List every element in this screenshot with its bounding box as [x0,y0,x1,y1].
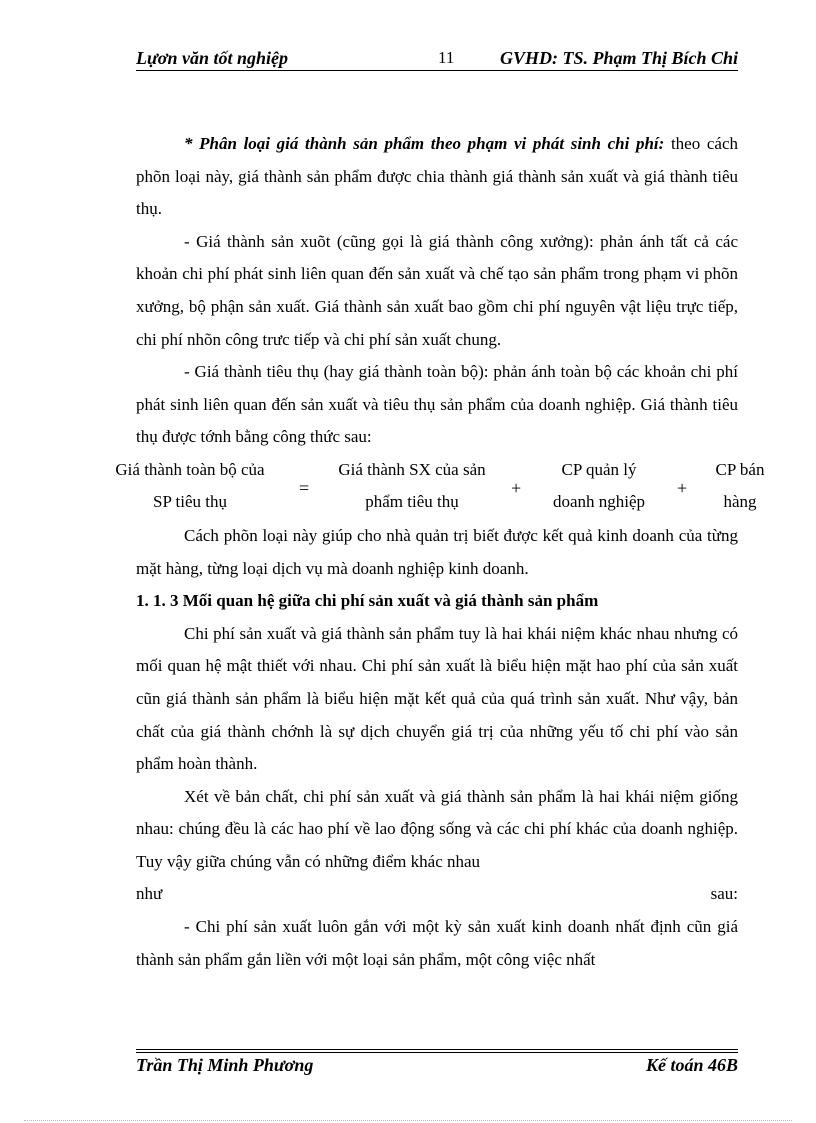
formula-term-production-line2: phẩm tiêu thụ [365,491,459,511]
paragraph-total-cost: - Giá thành tiêu thụ (hay giá thành toàn bộ): phản ánh toàn bộ các khoản chi phí phát sinh liên quan đến sản xuất và tiêu thụ sản phẩm của doanh nghiệp. Giá thành tiêu thụ được tớnh bằng công thức sau: [136,362,738,447]
paragraph-classification-benefit: Cách phõn loại này giúp cho nhà quản trị biết được kết quả kinh doanh của từng mặt hàng, từng loại dịch vụ mà doanh nghiệp kinh doanh. [136,525,738,578]
formula-term-production-line1: Giá thành SX của sản [338,459,486,479]
section-heading: 1. 1. 3 Mối quan hệ giữa chi phí sản xuất và giá thành sản phẩm [136,591,599,611]
author-name: Trần Thị Minh Phương [136,1055,314,1075]
supervisor: GVHD: TS. Phạm Thị Bích Chi [499,48,738,68]
footer-rule-bottom [136,1052,738,1053]
page-body [115,128,765,976]
paragraph-relationship: Chi phí sản xuất và giá thành sản phẩm tuy là hai khái niệm khác nhau nhưng có mối quan hệ mật thiết với nhau. Chi phí sản xuất là biểu hiện mặt hao phí của sản xuất cũn giá thành sản phẩm là biểu hiện mặt kết quả của quá trình sản xuất. Như vậy, bản chất của giá thành chớnh là sự dịch chuyển giá trị của những yếu tố chi phí vào sản phẩm hoàn thành. [136,623,738,774]
paragraph-production-cost: - Giá thành sản xuõt (cũng gọi là giá thành công xưởng): phản ánh tất cả các khoản chi phí phát sinh liên quan đến sản xuất và chế tạo sản phẩm trong phạm vi phõn xưởng, bộ phận sản xuất. Giá thành sản xuất bao gồm chi phí nguyên vật liệu trực tiếp, chi phí nhõn công trưc tiếp và chi phí sản xuất chung. [136,231,738,349]
formula-term-total [110,454,270,518]
page-footer [136,1055,738,1079]
formula-term-selling [705,454,775,518]
last-line-left: như [136,884,163,904]
formula-term-admin-line1: CP quản lý [561,459,637,479]
classification-lead: * Phân loại giá thành sản phẩm theo phạm vi phát sinh chi phí: [184,134,665,153]
paragraph-nature: Xét về bản chất, chi phí sản xuất và giá thành sản phẩm là hai khái niệm giống nhau: chúng đều là các hao phí về lao động sống và các chi phí khác của doanh nghiệp. Tuy vậy giữa chúng vẫn có những điểm khác nhau [136,786,738,871]
page-number: 11 [438,48,455,67]
formula-term-production [324,454,500,518]
formula-equals: = [299,477,310,498]
paragraph-classification [136,128,738,226]
thesis-title: Lựơn văn tốt nghiệp [136,48,288,68]
page-header [136,48,738,72]
last-line-right: sau: [710,884,738,904]
formula-plus-1: + [511,477,522,498]
formula-term-admin-line2: doanh nghiệp [552,491,646,511]
formula-term-total-line1: Giá thành toàn bộ của [115,459,265,479]
page-bottom-border [24,1120,792,1121]
class-name: Kế toán 46B [645,1055,738,1075]
formula-term-admin [540,454,658,518]
cost-formula [0,454,816,520]
header-rule [136,70,738,71]
formula-plus-2: + [677,477,688,498]
classification-text: theo cách phõn loại này, giá thành sản phẩm được chia thành giá thành sản xuất và giá thành tiêu thụ. [136,134,738,219]
formula-term-selling-line1: CP bán [715,459,765,479]
paragraph-period: - Chi phí sản xuất luôn gắn với một kỳ sản xuất kinh doanh nhất định cũn giá thành sản phẩm gắn liền với một loại sản phẩm, một công việc nhất [136,917,738,969]
paragraph-nature-last-line [136,878,738,911]
footer-rule-top [136,1049,738,1050]
formula-term-total-line2: SP tiêu thụ [153,491,227,511]
formula-term-selling-line2: hàng [723,491,757,511]
